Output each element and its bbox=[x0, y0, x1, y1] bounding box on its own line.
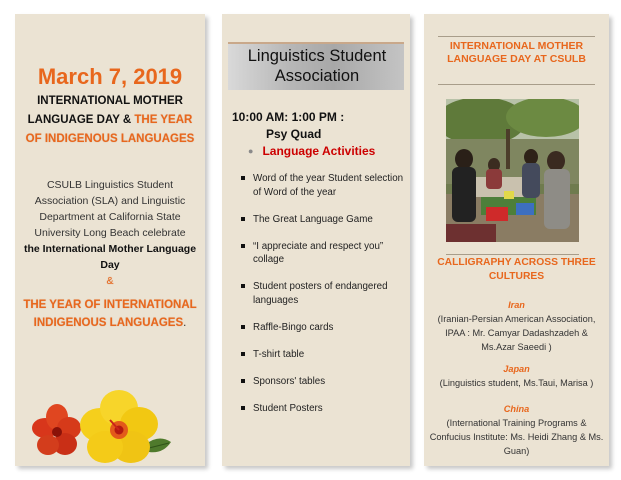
lsa-title: Linguistics Student Association bbox=[247, 47, 387, 85]
list-item: The Great Language Game bbox=[240, 213, 406, 227]
csulb-heading: INTERNATIONAL MOTHER LANGUAGE DAY AT CSULB bbox=[447, 40, 586, 65]
language-activities-title bbox=[248, 144, 375, 158]
calligraphy-heading: CALLIGRAPHY ACROSS THREE CULTURES bbox=[437, 257, 596, 282]
event-photo bbox=[446, 99, 579, 242]
year-indigenous-dot: . bbox=[183, 317, 187, 329]
year-indigenous-text: THE YEAR OF INTERNATIONAL INDIGENOUS LANGUAGES bbox=[23, 299, 197, 329]
list-item: Sponsors' tables bbox=[240, 375, 406, 389]
event-time: 10:00 AM: 1:00 PM : bbox=[232, 110, 345, 124]
event-location: Psy Quad bbox=[266, 127, 322, 141]
iran-title: Iran bbox=[508, 300, 525, 310]
middle-panel bbox=[222, 14, 410, 466]
china-section bbox=[428, 402, 605, 458]
event-heading bbox=[19, 92, 201, 149]
list-item: Word of the year Student selection of Word of the year bbox=[240, 172, 406, 199]
heading-mother-language-day: INTERNATIONAL MOTHER LANGUAGE DAY & bbox=[27, 95, 183, 126]
hibiscus-flowers-image bbox=[31, 386, 181, 466]
japan-section bbox=[428, 362, 605, 390]
bullet-icon: ● bbox=[248, 146, 254, 156]
divider bbox=[438, 36, 595, 37]
heading-year-indigenous: THE YEAR OF INDIGENOUS LANGUAGES bbox=[25, 114, 195, 145]
event-description bbox=[21, 177, 199, 289]
list-item: “I appreciate and respect you” collage bbox=[240, 240, 406, 267]
right-panel bbox=[424, 14, 609, 466]
list-item: Student Posters bbox=[240, 402, 406, 416]
list-item: Student posters of endangered languages bbox=[240, 280, 406, 307]
divider bbox=[446, 254, 579, 255]
japan-title: Japan bbox=[503, 364, 530, 374]
ampersand: & bbox=[106, 275, 114, 287]
divider bbox=[438, 84, 595, 85]
description-text: CSULB Linguistics Student Association (SLA) and Linguistic Department at California State University Long Beach celebrate bbox=[34, 179, 186, 239]
left-panel bbox=[15, 14, 205, 466]
list-item: Raffle-Bingo cards bbox=[240, 321, 406, 335]
china-text: (International Training Programs & Confucius Institute: Ms. Heidi Zhang & Ms. Guan) bbox=[429, 418, 604, 456]
iran-text: (Iranian-Persian American Association, IPAA : Mr. Camyar Dadashzadeh & Ms.Azar Saeedi ) bbox=[437, 314, 596, 352]
china-title: China bbox=[503, 404, 530, 414]
event-date: March 7, 2019 bbox=[37, 64, 183, 89]
description-bold: the International Mother Language Day bbox=[23, 243, 197, 271]
year-indigenous-title bbox=[19, 296, 201, 332]
activities-list bbox=[240, 172, 406, 429]
iran-section bbox=[428, 298, 605, 354]
japan-text: (Linguistics student, Ms.Taui, Marisa ) bbox=[439, 378, 594, 388]
lsa-banner bbox=[228, 42, 404, 90]
language-activities-label: Language Activities bbox=[262, 144, 376, 158]
list-item: T-shirt table bbox=[240, 348, 406, 362]
